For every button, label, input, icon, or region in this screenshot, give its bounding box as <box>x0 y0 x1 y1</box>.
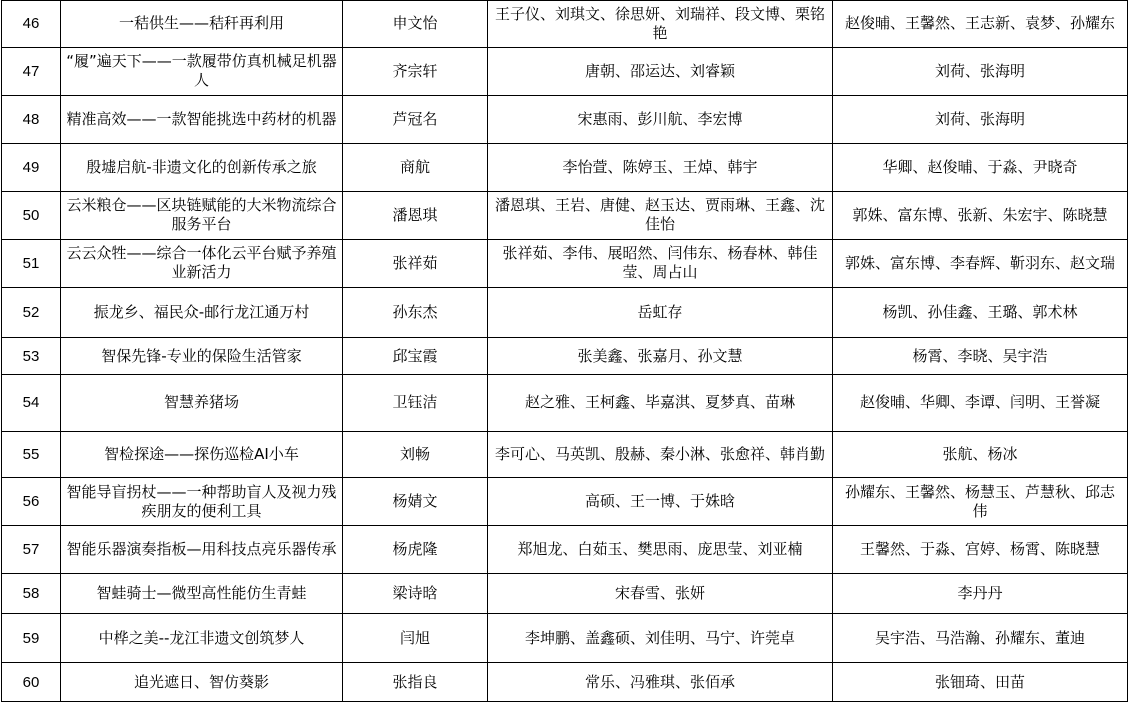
project-name: 云米粮仓——区块链赋能的大米物流综合服务平台 <box>61 191 343 239</box>
project-name: 智蛙骑士—微型高性能仿生青蛙 <box>61 574 343 614</box>
project-name: 智慧养猪场 <box>61 375 343 431</box>
advisors: 张航、杨冰 <box>833 431 1128 478</box>
table-row <box>2 191 1128 239</box>
table-row <box>2 663 1128 702</box>
table-row <box>2 287 1128 337</box>
team-members: 李可心、马英凯、殷赫、秦小淋、张愈祥、韩肖勤 <box>488 431 833 478</box>
row-number: 48 <box>2 95 61 143</box>
table-row <box>2 478 1128 526</box>
team-members: 宋惠雨、彭川航、李宏博 <box>488 95 833 143</box>
row-number: 60 <box>2 663 61 702</box>
advisors: 刘荷、张海明 <box>833 95 1128 143</box>
row-number: 47 <box>2 47 61 95</box>
team-leader: 刘畅 <box>343 431 488 478</box>
team-members: 李怡萱、陈婷玉、王焯、韩宇 <box>488 143 833 191</box>
advisors: 华卿、赵俊晡、于淼、尹晓奇 <box>833 143 1128 191</box>
team-leader: 芦冠名 <box>343 95 488 143</box>
team-members: 高硕、王一博、于姝晗 <box>488 478 833 526</box>
team-leader: 商航 <box>343 143 488 191</box>
table-row <box>2 239 1128 287</box>
row-number: 57 <box>2 526 61 574</box>
project-name: 一秸供生——秸秆再利用 <box>61 1 343 48</box>
team-leader: 邱宝霞 <box>343 337 488 375</box>
row-number: 54 <box>2 375 61 431</box>
project-name: 智能乐器演奏指板—用科技点亮乐器传承 <box>61 526 343 574</box>
row-number: 56 <box>2 478 61 526</box>
team-leader: 张祥茹 <box>343 239 488 287</box>
advisors: 赵俊晡、王馨然、王志新、袁梦、孙耀东 <box>833 1 1128 48</box>
team-members: 赵之雅、王柯鑫、毕嘉淇、夏梦真、苗琳 <box>488 375 833 431</box>
team-members: 唐朝、邵运达、刘睿颖 <box>488 47 833 95</box>
team-leader: 张指良 <box>343 663 488 702</box>
row-number: 55 <box>2 431 61 478</box>
row-number: 52 <box>2 287 61 337</box>
row-number: 58 <box>2 574 61 614</box>
row-number: 51 <box>2 239 61 287</box>
advisors: 孙耀东、王馨然、杨慧玉、芦慧秋、邱志伟 <box>833 478 1128 526</box>
project-name: 振龙乡、福民众-邮行龙江通万村 <box>61 287 343 337</box>
row-number: 46 <box>2 1 61 48</box>
advisors: 郭姝、富东博、李春辉、靳羽东、赵文瑞 <box>833 239 1128 287</box>
advisors: 张钿琦、田苗 <box>833 663 1128 702</box>
project-name: 殷墟启航-非遗文化的创新传承之旅 <box>61 143 343 191</box>
team-leader: 申文怡 <box>343 1 488 48</box>
advisors: 王馨然、于淼、宫婷、杨霄、陈晓慧 <box>833 526 1128 574</box>
table-row <box>2 431 1128 478</box>
table-row <box>2 337 1128 375</box>
row-number: 49 <box>2 143 61 191</box>
project-name: 智保先锋-专业的保险生活管家 <box>61 337 343 375</box>
project-name: 云云众牲——综合一体化云平台赋予养殖业新活力 <box>61 239 343 287</box>
row-number: 53 <box>2 337 61 375</box>
advisors: 杨凯、孙佳鑫、王璐、郭术林 <box>833 287 1128 337</box>
table-row <box>2 526 1128 574</box>
team-members: 潘恩琪、王岩、唐健、赵玉达、贾雨琳、王鑫、沈佳怡 <box>488 191 833 239</box>
table-row <box>2 574 1128 614</box>
team-leader: 杨婧文 <box>343 478 488 526</box>
advisors: 吴宇浩、马浩瀚、孙耀东、董迪 <box>833 614 1128 663</box>
project-name: 追光遮日、智仿葵影 <box>61 663 343 702</box>
advisors: 杨霄、李晓、吴宇浩 <box>833 337 1128 375</box>
project-name: 智检探途——探伤巡检AI小车 <box>61 431 343 478</box>
team-members: 常乐、冯雅琪、张佰承 <box>488 663 833 702</box>
team-roster-table <box>1 0 1128 702</box>
row-number: 50 <box>2 191 61 239</box>
project-name: 智能导盲拐杖——一种帮助盲人及视力残疾朋友的便利工具 <box>61 478 343 526</box>
team-members: 王子仪、刘琪文、徐思妍、刘瑞祥、段文博、栗铭艳 <box>488 1 833 48</box>
table-row <box>2 47 1128 95</box>
project-name: 中桦之美--龙江非遗文创筑梦人 <box>61 614 343 663</box>
advisors: 刘荷、张海明 <box>833 47 1128 95</box>
team-leader: 潘恩琪 <box>343 191 488 239</box>
project-name: “履”遍天下——一款履带仿真机械足机器人 <box>61 47 343 95</box>
team-members: 李坤鹏、盖鑫硕、刘佳明、马宁、许莞卓 <box>488 614 833 663</box>
table-row <box>2 375 1128 431</box>
project-name: 精准高效——一款智能挑选中药材的机器 <box>61 95 343 143</box>
team-leader: 杨虎隆 <box>343 526 488 574</box>
team-leader: 孙东杰 <box>343 287 488 337</box>
table-row <box>2 143 1128 191</box>
team-leader: 卫钰洁 <box>343 375 488 431</box>
table-row <box>2 1 1128 48</box>
advisors: 郭姝、富东博、张新、朱宏宇、陈晓慧 <box>833 191 1128 239</box>
team-members: 郑旭龙、白茹玉、樊思雨、庞思莹、刘亚楠 <box>488 526 833 574</box>
table-row <box>2 95 1128 143</box>
team-members: 宋春雪、张妍 <box>488 574 833 614</box>
team-leader: 闫旭 <box>343 614 488 663</box>
team-members: 张祥茹、李伟、展昭然、闫伟东、杨春林、韩佳莹、周占山 <box>488 239 833 287</box>
team-leader: 梁诗晗 <box>343 574 488 614</box>
team-members: 张美鑫、张嘉月、孙文慧 <box>488 337 833 375</box>
table-row <box>2 614 1128 663</box>
team-leader: 齐宗轩 <box>343 47 488 95</box>
advisors: 李丹丹 <box>833 574 1128 614</box>
team-members: 岳虹存 <box>488 287 833 337</box>
advisors: 赵俊晡、华卿、李谭、闫明、王誉凝 <box>833 375 1128 431</box>
row-number: 59 <box>2 614 61 663</box>
